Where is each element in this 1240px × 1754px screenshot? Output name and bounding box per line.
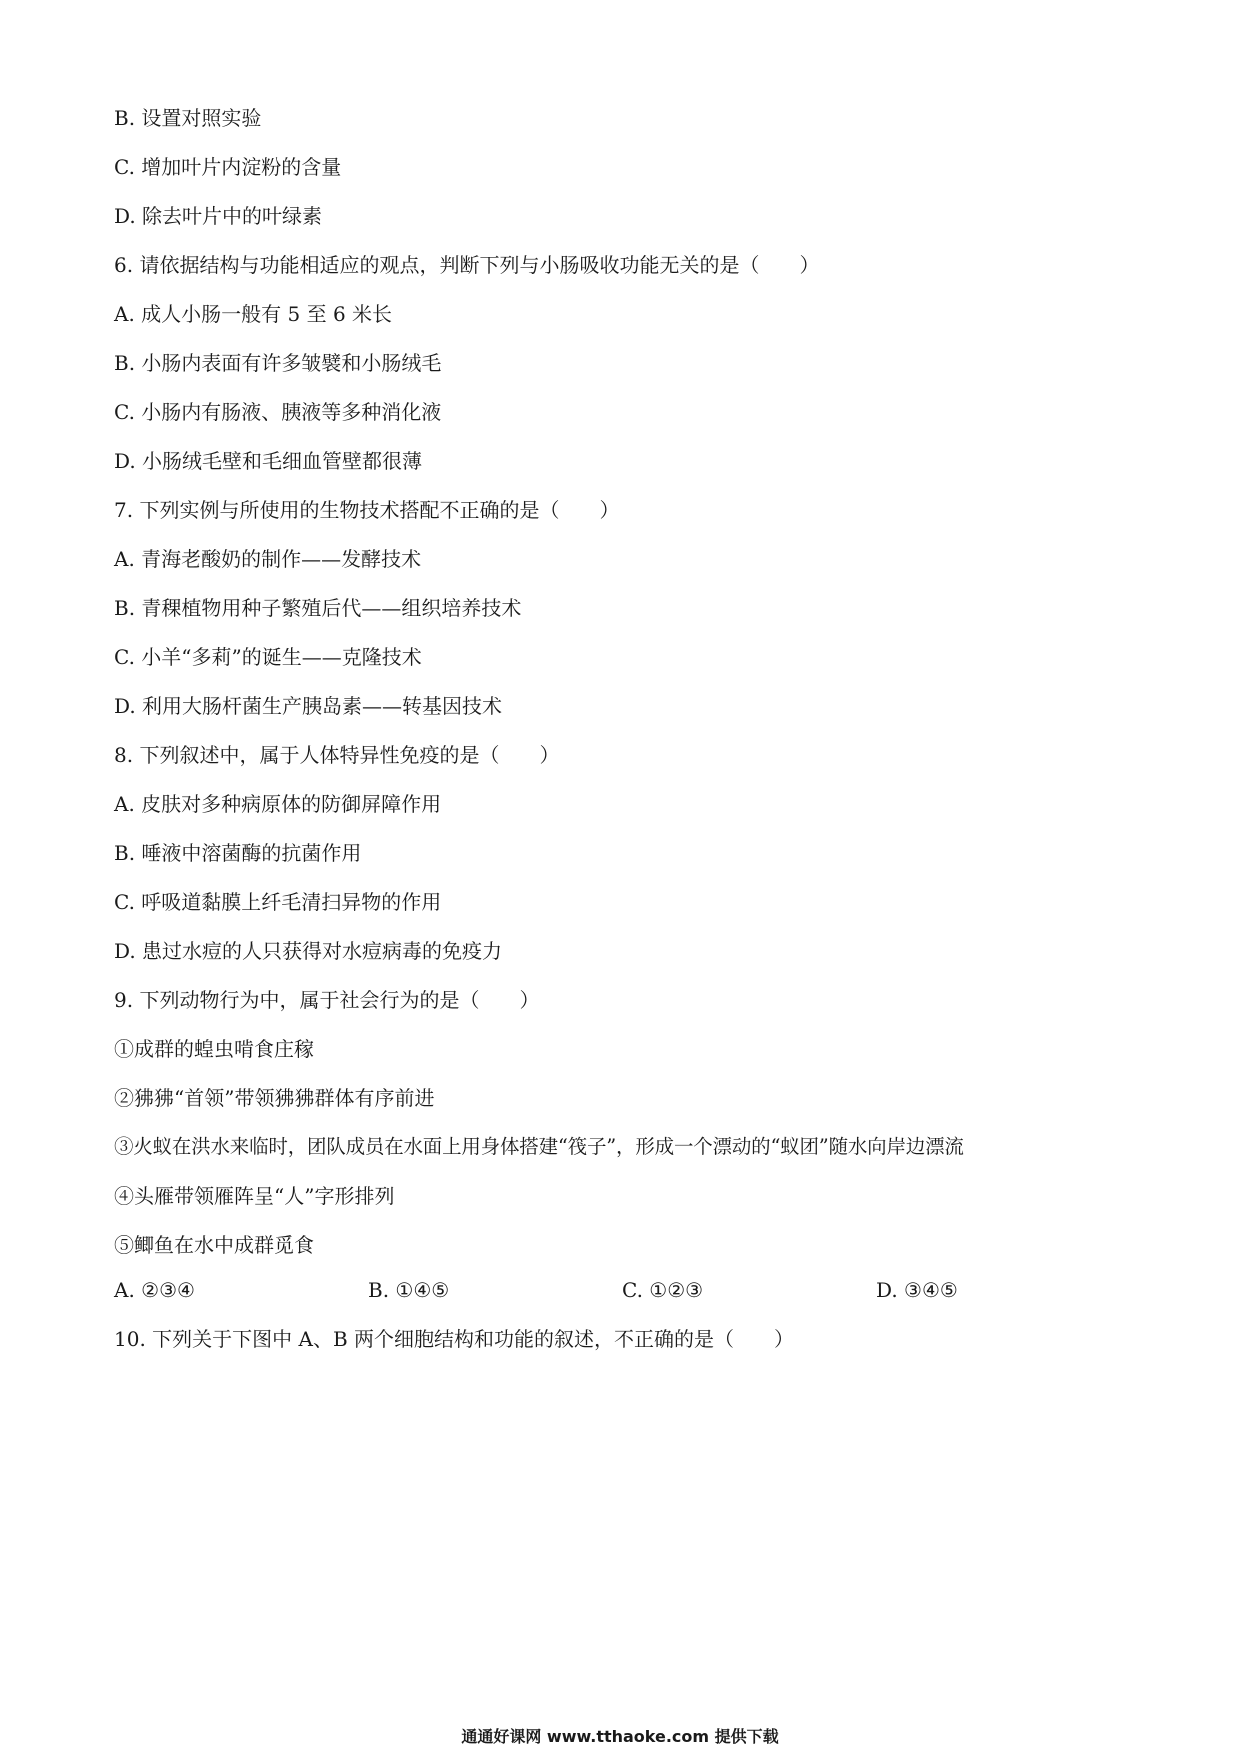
q6-option-b: B. 小肠内表面有许多皱襞和小肠绒毛: [114, 351, 442, 375]
q9-item-3: ③火蚁在洪水来临时，团队成员在水面上用身体搭建“筏子”，形成一个漂动的“蚁团”随水向岸边漂流: [114, 1135, 964, 1158]
q7-option-b: B. 青稞植物用种子繁殖后代——组织培养技术: [114, 596, 522, 620]
q6-option-a: A. 成人小肠一般有 5 至 6 米长: [114, 302, 393, 326]
q8-option-d: D. 患过水痘的人只获得对水痘病毒的免疫力: [114, 939, 503, 963]
q5-option-b: B. 设置对照实验: [114, 106, 262, 130]
q9-option-b: B. ①④⑤: [368, 1278, 450, 1302]
question-7: 7. 下列实例与所使用的生物技术搭配不正确的是（ ）: [114, 498, 620, 522]
q9-option-a: A. ②③④: [114, 1278, 195, 1302]
question-6: 6. 请依据结构与功能相适应的观点，判断下列与小肠吸收功能无关的是（ ）: [114, 253, 820, 277]
q9-option-d: D. ③④⑤: [876, 1278, 958, 1302]
q5-option-d: D. 除去叶片中的叶绿素: [114, 204, 323, 228]
q7-option-a: A. 青海老酸奶的制作——发酵技术: [114, 547, 422, 571]
q9-item-1: ①成群的蝗虫啃食庄稼: [114, 1037, 314, 1061]
q9-item-5: ⑤鲫鱼在水中成群觅食: [114, 1233, 314, 1257]
q6-option-c: C. 小肠内有肠液、胰液等多种消化液: [114, 400, 442, 424]
question-10: 10. 下列关于下图中 A、B 两个细胞结构和功能的叙述，不正确的是（ ）: [114, 1327, 795, 1351]
q9-item-4: ④头雁带领雁阵呈“人”字形排列: [114, 1184, 395, 1208]
q9-item-2: ②狒狒“首领”带领狒狒群体有序前进: [114, 1086, 435, 1110]
question-9: 9. 下列动物行为中，属于社会行为的是（ ）: [114, 988, 540, 1012]
question-8: 8. 下列叙述中，属于人体特异性免疫的是（ ）: [114, 743, 560, 767]
page-footer: 通通好课网 www.tthaoke.com 提供下载: [461, 1727, 779, 1746]
q8-option-b: B. 唾液中溶菌酶的抗菌作用: [114, 841, 362, 865]
q7-option-d: D. 利用大肠杆菌生产胰岛素——转基因技术: [114, 694, 503, 718]
q8-option-a: A. 皮肤对多种病原体的防御屏障作用: [114, 792, 442, 816]
q6-option-d: D. 小肠绒毛壁和毛细血管壁都很薄: [114, 449, 423, 473]
q9-option-c: C. ①②③: [622, 1278, 704, 1302]
q8-option-c: C. 呼吸道黏膜上纤毛清扫异物的作用: [114, 890, 442, 914]
q5-option-c: C. 增加叶片内淀粉的含量: [114, 155, 342, 179]
q7-option-c: C. 小羊“多莉”的诞生——克隆技术: [114, 645, 422, 669]
